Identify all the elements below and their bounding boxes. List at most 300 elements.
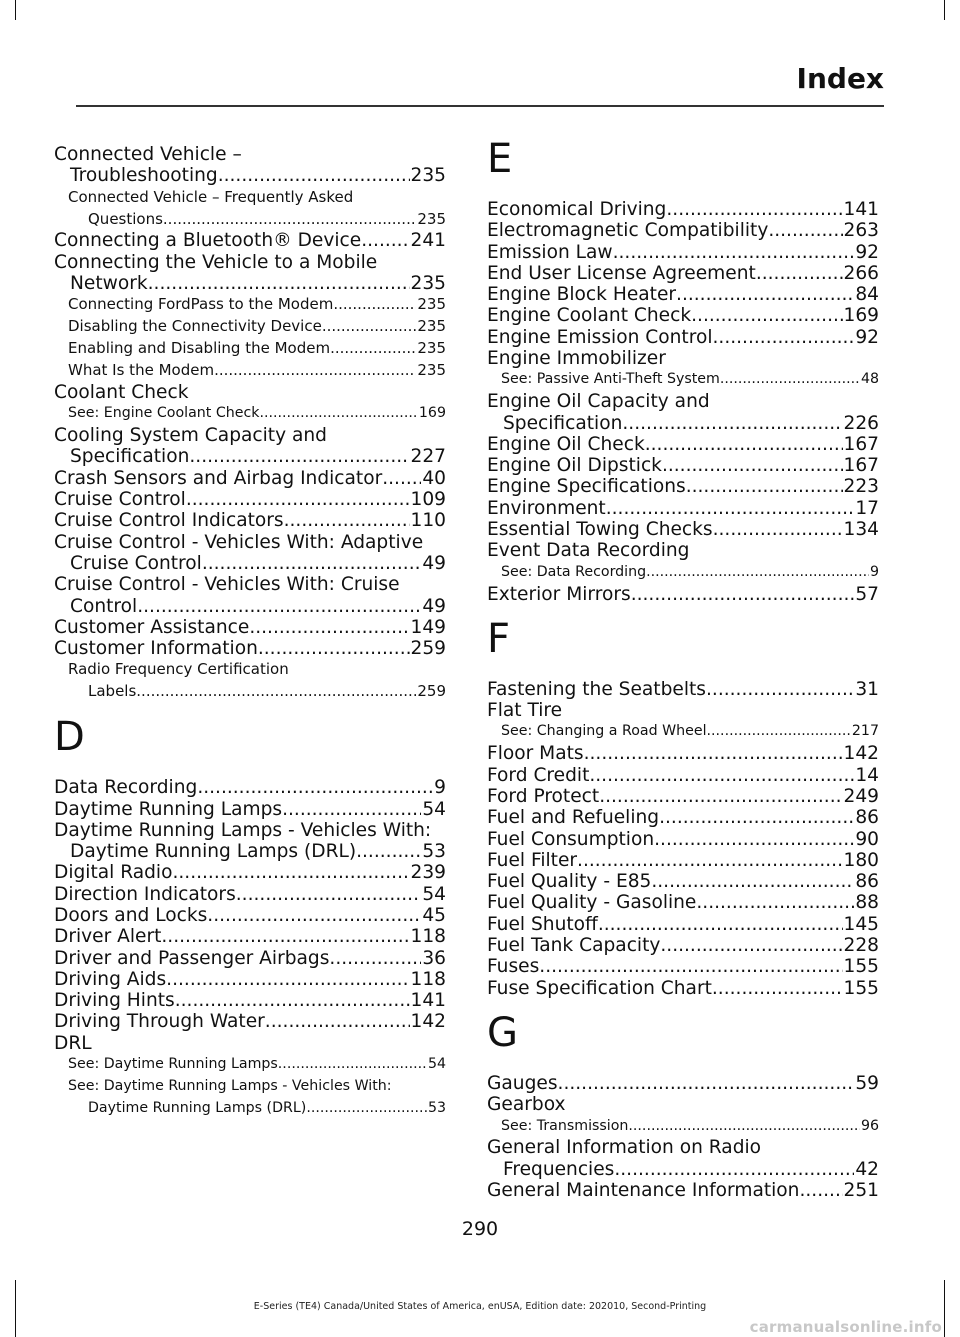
entry-page-number: 226 bbox=[843, 412, 879, 434]
entry-label: Fuel Shutoff bbox=[487, 913, 598, 935]
entry-page-number: 110 bbox=[410, 510, 446, 532]
entry-page-number: 235 bbox=[417, 209, 446, 228]
index-entry[interactable] bbox=[54, 884, 446, 905]
dot-leader bbox=[329, 948, 421, 969]
entry-page-number: 84 bbox=[855, 284, 879, 306]
entry-line bbox=[487, 327, 879, 348]
entry-label: End User License Agreement bbox=[487, 262, 756, 284]
entry-page-number: 263 bbox=[843, 220, 879, 242]
entry-line bbox=[68, 1098, 446, 1120]
index-see-reference[interactable] bbox=[487, 721, 879, 743]
index-entry[interactable] bbox=[54, 990, 446, 1011]
edition-info: E-Series (TE4) Canada/United States of America, enUSA, Edition date: 202010, Second-Printing bbox=[253, 1301, 707, 1312]
entry-line bbox=[54, 926, 446, 947]
index-entry[interactable] bbox=[54, 532, 446, 575]
dot-leader bbox=[686, 476, 843, 497]
dot-leader bbox=[666, 199, 842, 220]
index-entry[interactable] bbox=[487, 519, 879, 540]
entry-label: Connected Vehicle – bbox=[54, 144, 242, 165]
dot-leader bbox=[137, 596, 421, 617]
entry-label: See: Transmission bbox=[501, 1117, 629, 1134]
dot-leader bbox=[584, 743, 843, 764]
entry-line bbox=[54, 862, 446, 883]
entry-line bbox=[68, 338, 446, 360]
index-entry[interactable] bbox=[54, 926, 446, 947]
entry-line bbox=[501, 721, 879, 743]
entry-label: Fuse Specification Chart bbox=[487, 977, 712, 999]
index-see-reference[interactable] bbox=[54, 1076, 446, 1120]
entry-line bbox=[68, 1076, 446, 1098]
entry-line bbox=[487, 242, 879, 263]
entry-label: Driver Alert bbox=[54, 926, 162, 948]
entry-line bbox=[487, 263, 879, 284]
index-entry[interactable] bbox=[54, 799, 446, 820]
index-entry[interactable] bbox=[54, 1011, 446, 1032]
index-entry[interactable] bbox=[54, 252, 446, 295]
entry-page-number: 217 bbox=[851, 723, 879, 740]
index-entry[interactable] bbox=[487, 956, 879, 977]
entry-page-number: 54 bbox=[422, 798, 446, 820]
entry-line bbox=[487, 220, 879, 241]
entry-label: See: Engine Coolant Check bbox=[68, 405, 260, 422]
dot-leader bbox=[613, 242, 855, 263]
dot-leader bbox=[330, 338, 416, 360]
dot-leader bbox=[707, 721, 851, 743]
index-entry[interactable] bbox=[487, 679, 879, 700]
crop-mark-top-left bbox=[15, 0, 16, 20]
entry-page-number: 235 bbox=[417, 361, 446, 380]
entry-label: Cruise Control bbox=[54, 489, 186, 511]
index-entry[interactable] bbox=[54, 617, 446, 638]
entry-page-number: 57 bbox=[855, 583, 879, 605]
index-entry[interactable] bbox=[54, 777, 446, 798]
entry-line bbox=[487, 765, 879, 786]
entry-line bbox=[487, 1180, 879, 1201]
index-entry[interactable] bbox=[54, 468, 446, 489]
entry-line bbox=[54, 1011, 446, 1032]
dot-leader bbox=[175, 990, 410, 1011]
index-entry[interactable] bbox=[487, 327, 879, 348]
entry-page-number: 141 bbox=[410, 990, 446, 1012]
dot-leader bbox=[186, 489, 410, 510]
entry-page-number: 169 bbox=[418, 405, 446, 422]
entry-label: Engine Emission Control bbox=[487, 326, 713, 348]
entry-label: Fuel Filter bbox=[487, 849, 578, 871]
entry-page-number: 17 bbox=[855, 497, 879, 519]
entry-label: Essential Towing Checks bbox=[487, 519, 713, 541]
entry-label: Questions bbox=[88, 209, 163, 228]
entry-line bbox=[54, 905, 446, 926]
entry-line bbox=[487, 871, 879, 892]
dot-leader bbox=[713, 519, 843, 540]
index-entry[interactable] bbox=[487, 765, 879, 786]
entry-line bbox=[68, 1054, 446, 1076]
entry-page-number: 149 bbox=[410, 616, 446, 638]
entry-line bbox=[487, 519, 879, 540]
entry-label: Labels bbox=[88, 682, 137, 701]
entry-label: Engine Oil Check bbox=[487, 433, 645, 455]
dot-leader bbox=[282, 799, 421, 820]
index-column-right bbox=[487, 136, 879, 1202]
index-entry[interactable] bbox=[487, 829, 879, 850]
index-entry[interactable] bbox=[487, 498, 879, 519]
dot-leader bbox=[265, 1011, 410, 1032]
index-entry[interactable] bbox=[487, 455, 879, 476]
index-entry[interactable] bbox=[54, 574, 446, 617]
entry-label: Gauges bbox=[487, 1072, 558, 1094]
entry-line bbox=[68, 187, 446, 209]
entry-label: Frequencies bbox=[503, 1158, 615, 1180]
entry-page-number: 142 bbox=[843, 743, 879, 765]
entry-label: Driving Through Water bbox=[54, 1011, 265, 1033]
entry-line bbox=[487, 348, 879, 369]
entry-label: Daytime Running Lamps (DRL) bbox=[88, 1099, 307, 1116]
entry-page-number: 259 bbox=[417, 682, 446, 701]
entry-line bbox=[54, 510, 446, 531]
entry-label: Environment bbox=[487, 497, 606, 519]
dot-leader bbox=[361, 230, 409, 251]
entry-page-number: 92 bbox=[855, 241, 879, 263]
dot-leader bbox=[799, 1180, 842, 1201]
entry-page-number: 59 bbox=[855, 1072, 879, 1094]
index-entry[interactable] bbox=[487, 434, 879, 455]
entry-page-number: 239 bbox=[410, 862, 446, 884]
entry-page-number: 155 bbox=[843, 977, 879, 999]
entry-label: Cruise Control - Vehicles With: Cruise bbox=[54, 574, 400, 596]
dot-leader bbox=[651, 871, 854, 892]
index-entry[interactable] bbox=[487, 1180, 879, 1201]
entry-line bbox=[54, 553, 446, 574]
dot-leader bbox=[382, 468, 421, 489]
dot-leader bbox=[646, 562, 869, 584]
entry-label: Driving Hints bbox=[54, 990, 175, 1012]
entry-label: Cooling System Capacity and bbox=[54, 425, 327, 447]
entry-line bbox=[54, 273, 446, 294]
index-column-left bbox=[54, 144, 446, 1120]
dot-leader bbox=[356, 841, 421, 862]
index-see-reference[interactable] bbox=[54, 403, 446, 425]
dot-leader bbox=[214, 360, 416, 382]
dot-leader bbox=[163, 209, 416, 231]
dot-leader bbox=[322, 316, 417, 338]
entry-label: Direction Indicators bbox=[54, 883, 236, 905]
index-entry[interactable] bbox=[487, 540, 879, 561]
entry-label: What Is the Modem bbox=[68, 361, 215, 380]
entry-page-number: 88 bbox=[855, 892, 879, 914]
entry-label: Fuel Quality - E85 bbox=[487, 871, 652, 893]
dot-leader bbox=[756, 263, 843, 284]
entry-label: Cruise Control bbox=[70, 552, 202, 574]
entry-label: Crash Sensors and Airbag Indicator bbox=[54, 467, 383, 489]
entry-label: Engine Coolant Check bbox=[487, 305, 692, 327]
entry-page-number: 118 bbox=[410, 926, 446, 948]
index-see-reference[interactable] bbox=[487, 562, 879, 584]
dot-leader bbox=[599, 786, 842, 807]
entry-line bbox=[54, 252, 446, 273]
entry-label: Ford Credit bbox=[487, 764, 590, 786]
entry-page-number: 48 bbox=[860, 371, 879, 388]
entry-label: See: Passive Anti-Theft System bbox=[501, 371, 720, 388]
entry-label: Enabling and Disabling the Modem bbox=[68, 339, 331, 358]
entry-label: Floor Mats bbox=[487, 743, 584, 765]
dot-leader bbox=[622, 413, 842, 434]
entry-label: Fuel Consumption bbox=[487, 828, 655, 850]
entry-line bbox=[54, 969, 446, 990]
entry-page-number: 53 bbox=[422, 841, 446, 863]
entry-page-number: 235 bbox=[417, 317, 446, 336]
index-entry[interactable] bbox=[54, 638, 446, 659]
entry-label: Gearbox bbox=[487, 1094, 566, 1116]
entry-line bbox=[487, 956, 879, 977]
entry-label: Disabling the Connectivity Device bbox=[68, 317, 322, 336]
index-entry[interactable] bbox=[487, 743, 879, 764]
entry-line bbox=[54, 489, 446, 510]
entry-label: Economical Driving bbox=[487, 199, 667, 220]
section-letter: F bbox=[487, 615, 511, 662]
entry-page-number: 92 bbox=[855, 326, 879, 348]
entry-page-number: 145 bbox=[843, 913, 879, 935]
dot-leader bbox=[218, 165, 410, 186]
index-entry[interactable] bbox=[487, 935, 879, 956]
section-letter: G bbox=[487, 1009, 518, 1056]
index-entry[interactable] bbox=[487, 871, 879, 892]
entry-label: See: Daytime Running Lamps - Vehicles With: bbox=[68, 1077, 392, 1094]
entry-line bbox=[68, 659, 446, 681]
entry-label: Cruise Control - Vehicles With: Adaptive bbox=[54, 531, 424, 553]
entry-label: Cruise Control Indicators bbox=[54, 510, 284, 532]
index-entry[interactable] bbox=[487, 242, 879, 263]
entry-line bbox=[487, 829, 879, 850]
entry-line bbox=[487, 413, 879, 434]
entry-page-number: 14 bbox=[855, 764, 879, 786]
index-entry[interactable] bbox=[487, 305, 879, 326]
index-entry[interactable] bbox=[54, 820, 446, 863]
entry-line bbox=[487, 807, 879, 828]
section-letter: D bbox=[54, 714, 85, 761]
entry-line bbox=[487, 434, 879, 455]
index-entry[interactable] bbox=[54, 382, 446, 403]
entry-label: Engine Oil Capacity and bbox=[487, 391, 710, 413]
entry-line bbox=[487, 935, 879, 956]
entry-line bbox=[487, 199, 879, 220]
entry-label: General Information on Radio bbox=[487, 1137, 762, 1159]
dot-leader bbox=[197, 777, 433, 798]
dot-leader bbox=[207, 905, 421, 926]
entry-page-number: 36 bbox=[422, 947, 446, 969]
entry-label: Flat Tire bbox=[487, 700, 563, 722]
entry-line bbox=[54, 596, 446, 617]
index-entry[interactable] bbox=[487, 807, 879, 828]
entry-line bbox=[54, 841, 446, 862]
index-entry[interactable] bbox=[54, 425, 446, 468]
entry-line bbox=[68, 681, 446, 703]
entry-page-number: 167 bbox=[843, 455, 879, 477]
entry-line bbox=[487, 540, 879, 561]
index-entry[interactable] bbox=[487, 391, 879, 434]
dot-leader bbox=[333, 294, 416, 316]
index-entry[interactable] bbox=[54, 969, 446, 990]
index-see-reference[interactable] bbox=[487, 1116, 879, 1138]
entry-label: Daytime Running Lamps bbox=[54, 798, 283, 820]
entry-label: Engine Immobilizer bbox=[487, 348, 666, 370]
entry-line bbox=[54, 144, 446, 165]
entry-page-number: 118 bbox=[410, 968, 446, 990]
entry-label: Driving Aids bbox=[54, 968, 167, 990]
entry-label: Exterior Mirrors bbox=[487, 583, 631, 605]
index-see-reference[interactable] bbox=[487, 369, 879, 391]
entry-line bbox=[54, 1033, 446, 1054]
entry-label: Digital Radio bbox=[54, 862, 173, 884]
dot-leader bbox=[189, 446, 409, 467]
index-subentry[interactable] bbox=[54, 294, 446, 316]
index-entry[interactable] bbox=[54, 1033, 446, 1054]
index-entry[interactable] bbox=[487, 1137, 879, 1180]
entry-label: Engine Block Heater bbox=[487, 284, 677, 306]
index-entry[interactable] bbox=[487, 892, 879, 913]
index-subentry[interactable] bbox=[54, 316, 446, 338]
entry-line bbox=[68, 403, 446, 425]
entry-page-number: 90 bbox=[855, 828, 879, 850]
entry-line bbox=[54, 948, 446, 969]
entry-line bbox=[54, 230, 446, 251]
entry-line bbox=[54, 532, 446, 553]
entry-label: Connecting the Vehicle to a Mobile bbox=[54, 251, 378, 273]
dot-leader bbox=[660, 935, 842, 956]
index-entry[interactable] bbox=[487, 1094, 879, 1115]
page-title: Index bbox=[796, 62, 884, 95]
dot-leader bbox=[260, 403, 418, 425]
entry-label: Doors and Locks bbox=[54, 904, 208, 926]
entry-label: Control bbox=[70, 595, 138, 617]
dot-leader bbox=[662, 455, 843, 476]
index-entry[interactable] bbox=[54, 489, 446, 510]
dot-leader bbox=[202, 553, 422, 574]
entry-line bbox=[54, 799, 446, 820]
entry-page-number: 142 bbox=[410, 1011, 446, 1033]
dot-leader bbox=[236, 884, 422, 905]
index-entry[interactable] bbox=[54, 905, 446, 926]
entry-page-number: 249 bbox=[843, 785, 879, 807]
header-divider bbox=[76, 105, 884, 107]
entry-page-number: 241 bbox=[410, 230, 446, 252]
index-subentry[interactable] bbox=[54, 338, 446, 360]
crop-mark-top-right bbox=[944, 0, 945, 20]
entry-label: Fuel Tank Capacity bbox=[487, 935, 661, 957]
entry-page-number: 228 bbox=[843, 935, 879, 957]
entry-page-number: 53 bbox=[427, 1099, 446, 1116]
section-letter: E bbox=[487, 136, 513, 182]
dot-leader bbox=[161, 926, 409, 947]
dot-leader bbox=[589, 765, 854, 786]
entry-line bbox=[487, 892, 879, 913]
entry-label: Customer Assistance bbox=[54, 616, 250, 638]
entry-line bbox=[54, 990, 446, 1011]
index-entry[interactable] bbox=[487, 978, 879, 999]
entry-page-number: 31 bbox=[855, 678, 879, 700]
entry-line bbox=[501, 1116, 879, 1138]
index-entry[interactable] bbox=[54, 948, 446, 969]
entry-page-number: 141 bbox=[843, 199, 879, 220]
entry-page-number: 235 bbox=[417, 339, 446, 358]
entry-line bbox=[487, 978, 879, 999]
index-entry[interactable] bbox=[487, 700, 879, 721]
index-entry[interactable] bbox=[54, 230, 446, 251]
index-entry[interactable] bbox=[54, 144, 446, 187]
entry-line bbox=[54, 638, 446, 659]
entry-line bbox=[487, 584, 879, 605]
entry-label: Data Recording bbox=[54, 777, 198, 799]
dot-leader bbox=[598, 914, 843, 935]
entry-label: Fuses bbox=[487, 956, 540, 978]
entry-page-number: 54 bbox=[422, 883, 446, 905]
index-entry[interactable] bbox=[54, 862, 446, 883]
entry-label: Fuel and Refueling bbox=[487, 807, 660, 829]
entry-label: Event Data Recording bbox=[487, 540, 690, 562]
entry-label: Troubleshooting bbox=[70, 165, 218, 187]
index-entry[interactable] bbox=[487, 348, 879, 369]
entry-page-number: 169 bbox=[843, 305, 879, 327]
entry-line bbox=[487, 679, 879, 700]
entry-page-number: 223 bbox=[843, 476, 879, 498]
watermark: carmanualsonline.info bbox=[749, 1318, 942, 1336]
entry-line bbox=[54, 468, 446, 489]
index-entry[interactable] bbox=[54, 510, 446, 531]
entry-page-number: 167 bbox=[843, 433, 879, 455]
dot-leader bbox=[712, 978, 843, 999]
index-entry[interactable] bbox=[487, 584, 879, 605]
entry-line bbox=[487, 498, 879, 519]
entry-label: DRL bbox=[54, 1032, 92, 1054]
index-entry[interactable] bbox=[487, 1073, 879, 1094]
index-subentry[interactable] bbox=[54, 659, 446, 703]
entry-label: Fastening the Seatbelts bbox=[487, 678, 706, 700]
index-subentry[interactable] bbox=[54, 360, 446, 382]
entry-page-number: 54 bbox=[427, 1056, 446, 1073]
entry-page-number: 266 bbox=[843, 262, 879, 284]
index-see-reference[interactable] bbox=[54, 1054, 446, 1076]
entry-label: See: Data Recording bbox=[501, 563, 647, 580]
entry-label: Connecting a Bluetooth® Device bbox=[54, 230, 362, 252]
index-entry[interactable] bbox=[487, 914, 879, 935]
entry-page-number: 109 bbox=[410, 489, 446, 511]
entry-line bbox=[54, 574, 446, 595]
dot-leader bbox=[278, 1054, 427, 1076]
entry-line bbox=[68, 360, 446, 382]
index-entry[interactable] bbox=[487, 284, 879, 305]
index-entry[interactable] bbox=[487, 850, 879, 871]
entry-line bbox=[487, 914, 879, 935]
index-entry[interactable] bbox=[487, 786, 879, 807]
index-entry[interactable] bbox=[487, 220, 879, 241]
entry-label: Ford Protect bbox=[487, 785, 600, 807]
index-entry[interactable] bbox=[487, 476, 879, 497]
index-entry[interactable] bbox=[487, 263, 879, 284]
dot-leader bbox=[691, 305, 842, 326]
entry-page-number: 235 bbox=[417, 295, 446, 314]
entry-line bbox=[487, 1137, 879, 1158]
index-entry[interactable] bbox=[487, 199, 879, 220]
dot-leader bbox=[606, 498, 855, 519]
dot-leader bbox=[249, 617, 409, 638]
index-subentry[interactable] bbox=[54, 187, 446, 231]
entry-label: See: Daytime Running Lamps bbox=[68, 1056, 278, 1073]
entry-label: Engine Oil Dipstick bbox=[487, 455, 662, 477]
entry-label: Engine Specifications bbox=[487, 476, 686, 498]
entry-label: Fuel Quality - Gasoline bbox=[487, 892, 697, 914]
dot-leader bbox=[713, 327, 855, 348]
dot-leader bbox=[720, 369, 860, 391]
entry-line bbox=[54, 617, 446, 638]
